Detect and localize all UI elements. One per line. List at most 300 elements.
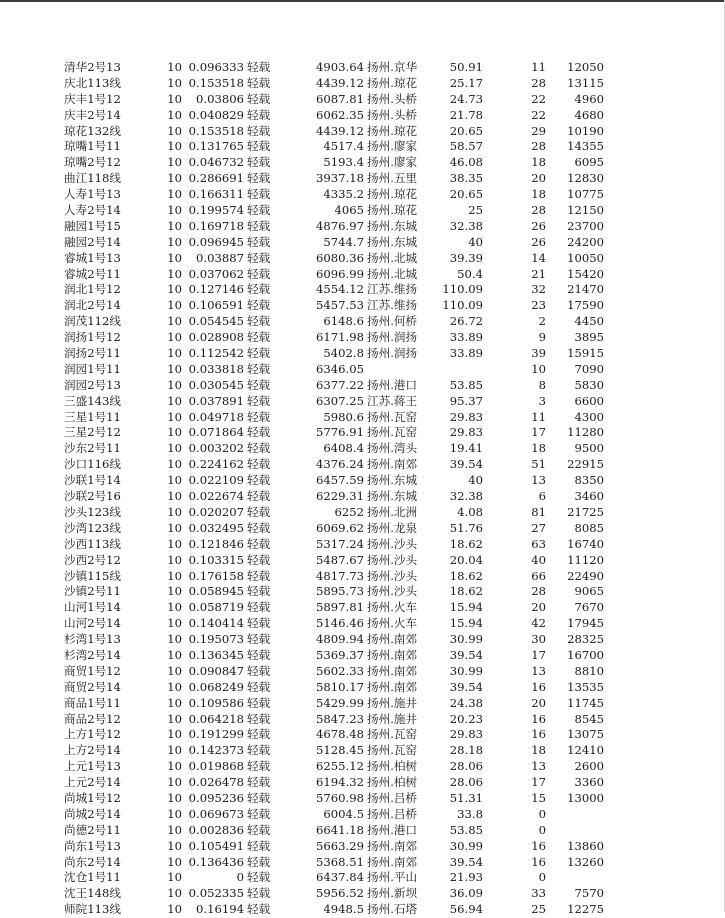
cell-count[interactable]: 13 xyxy=(531,759,546,774)
cell-value[interactable]: 6346.05 xyxy=(316,361,364,376)
cell-value[interactable]: 6641.18 xyxy=(316,822,364,837)
cell-count[interactable]: 32 xyxy=(531,282,546,297)
cell-count[interactable]: 16 xyxy=(531,711,546,726)
cell-value[interactable]: 6171.98 xyxy=(316,330,364,345)
cell-voltage[interactable]: 10 xyxy=(167,568,182,583)
cell-voltage[interactable]: 10 xyxy=(167,298,182,313)
cell-voltage[interactable]: 10 xyxy=(167,838,182,853)
cell-voltage[interactable]: 10 xyxy=(167,425,182,440)
cell-load-rate[interactable]: 0.049718 xyxy=(188,409,244,424)
cell-distance[interactable]: 28.06 xyxy=(449,775,483,790)
cell-voltage[interactable]: 10 xyxy=(167,441,182,456)
cell-distance[interactable]: 51.31 xyxy=(449,790,483,805)
cell-capacity[interactable]: 5830 xyxy=(574,377,604,392)
cell-load-status[interactable]: 轻载 xyxy=(247,457,271,472)
cell-load-rate[interactable]: 0.112542 xyxy=(188,346,244,361)
cell-count[interactable]: 8 xyxy=(538,377,546,392)
cell-value[interactable]: 6307.25 xyxy=(316,393,364,408)
cell-substation[interactable]: 扬州.南郊 xyxy=(367,679,418,694)
cell-count[interactable]: 20 xyxy=(531,695,546,710)
cell-substation[interactable]: 扬州.吕桥 xyxy=(367,806,418,821)
cell-capacity[interactable]: 15420 xyxy=(567,266,604,281)
cell-count[interactable]: 33 xyxy=(531,886,546,901)
cell-load-rate[interactable]: 0.153518 xyxy=(188,123,244,138)
cell-value[interactable]: 4439.12 xyxy=(316,75,364,90)
cell-count[interactable]: 9 xyxy=(538,330,546,345)
cell-load-status[interactable]: 轻载 xyxy=(247,60,271,74)
cell-voltage[interactable]: 10 xyxy=(167,171,182,186)
cell-distance[interactable]: 21.78 xyxy=(449,107,483,122)
cell-line-name[interactable]: 润茂112线 xyxy=(64,314,121,329)
cell-distance[interactable]: 110.09 xyxy=(442,282,483,297)
cell-load-status[interactable]: 轻载 xyxy=(247,711,271,726)
cell-line-name[interactable]: 琼嘴2号12 xyxy=(64,155,121,170)
cell-substation[interactable]: 扬州.北城 xyxy=(367,266,418,281)
cell-capacity[interactable]: 13075 xyxy=(567,727,604,742)
cell-load-status[interactable]: 轻载 xyxy=(247,473,271,488)
cell-substation[interactable]: 扬州.瓦窑 xyxy=(367,425,418,440)
cell-value[interactable]: 5317.24 xyxy=(316,536,364,551)
cell-capacity[interactable]: 13115 xyxy=(567,75,604,90)
cell-value[interactable]: 6096.99 xyxy=(316,266,364,281)
cell-substation[interactable]: 江苏.蒋王 xyxy=(367,393,418,408)
cell-count[interactable]: 22 xyxy=(531,91,546,106)
cell-capacity[interactable]: 8545 xyxy=(574,711,604,726)
cell-load-rate[interactable]: 0.166311 xyxy=(188,187,244,202)
cell-count[interactable]: 28 xyxy=(531,584,546,599)
cell-load-rate[interactable]: 0.033818 xyxy=(188,361,244,376)
cell-voltage[interactable]: 10 xyxy=(167,616,182,631)
cell-line-name[interactable]: 师院113线 xyxy=(64,902,121,917)
cell-voltage[interactable]: 10 xyxy=(167,377,182,392)
cell-substation[interactable]: 扬州.沙头 xyxy=(367,536,418,551)
cell-capacity[interactable]: 13535 xyxy=(567,679,604,694)
cell-line-name[interactable]: 润园2号13 xyxy=(64,377,121,392)
cell-line-name[interactable]: 清华2号13 xyxy=(64,60,121,74)
cell-capacity[interactable]: 3895 xyxy=(574,330,604,345)
cell-distance[interactable]: 46.08 xyxy=(449,155,483,170)
cell-substation[interactable]: 扬州.东城 xyxy=(367,473,418,488)
cell-line-name[interactable]: 上方1号12 xyxy=(64,727,121,742)
cell-value[interactable]: 5146.46 xyxy=(316,616,364,631)
cell-load-rate[interactable]: 0.020207 xyxy=(188,504,244,519)
cell-count[interactable]: 18 xyxy=(531,441,546,456)
cell-line-name[interactable]: 商品2号12 xyxy=(64,711,121,726)
cell-load-status[interactable]: 轻载 xyxy=(247,75,271,90)
cell-voltage[interactable]: 10 xyxy=(167,711,182,726)
cell-load-status[interactable]: 轻载 xyxy=(247,218,271,233)
cell-count[interactable]: 18 xyxy=(531,155,546,170)
cell-voltage[interactable]: 10 xyxy=(167,250,182,265)
cell-value[interactable]: 5776.91 xyxy=(316,425,364,440)
cell-distance[interactable]: 33.8 xyxy=(457,806,483,821)
cell-distance[interactable]: 50.91 xyxy=(449,60,483,74)
cell-load-status[interactable]: 轻载 xyxy=(247,346,271,361)
cell-substation[interactable]: 扬州.东城 xyxy=(367,489,418,504)
cell-line-name[interactable]: 沈仓1号11 xyxy=(64,870,121,885)
cell-line-name[interactable]: 山河2号14 xyxy=(64,616,121,631)
cell-load-rate[interactable]: 0.096333 xyxy=(188,60,244,74)
cell-line-name[interactable]: 上方2号14 xyxy=(64,743,121,758)
cell-count[interactable]: 22 xyxy=(531,107,546,122)
cell-count[interactable]: 16 xyxy=(531,727,546,742)
cell-load-rate[interactable]: 0.052335 xyxy=(188,886,244,901)
cell-distance[interactable]: 38.35 xyxy=(449,171,483,186)
cell-distance[interactable]: 4.08 xyxy=(457,504,483,519)
cell-capacity[interactable]: 24200 xyxy=(567,234,604,249)
cell-capacity[interactable]: 21470 xyxy=(567,282,604,297)
cell-load-rate[interactable]: 0.176158 xyxy=(188,568,244,583)
cell-distance[interactable]: 18.62 xyxy=(449,584,483,599)
cell-voltage[interactable]: 10 xyxy=(167,775,182,790)
cell-value[interactable]: 6377.22 xyxy=(316,377,364,392)
cell-substation[interactable]: 扬州.港口 xyxy=(367,822,418,837)
cell-substation[interactable]: 扬州.琼花 xyxy=(367,75,418,90)
cell-load-status[interactable]: 轻载 xyxy=(247,409,271,424)
cell-count[interactable]: 17 xyxy=(531,647,546,662)
cell-load-status[interactable]: 轻载 xyxy=(247,743,271,758)
cell-voltage[interactable]: 10 xyxy=(167,203,182,218)
cell-line-name[interactable]: 沙头123线 xyxy=(64,504,121,519)
cell-distance[interactable]: 29.83 xyxy=(449,409,483,424)
cell-count[interactable]: 63 xyxy=(531,536,546,551)
cell-capacity[interactable]: 11745 xyxy=(567,695,604,710)
cell-load-rate[interactable]: 0.153518 xyxy=(188,75,244,90)
cell-load-status[interactable]: 轻载 xyxy=(247,298,271,313)
cell-load-rate[interactable]: 0.224162 xyxy=(188,457,244,472)
cell-capacity[interactable]: 2600 xyxy=(574,759,604,774)
cell-count[interactable]: 25 xyxy=(531,902,546,917)
cell-value[interactable]: 6069.62 xyxy=(316,520,364,535)
cell-voltage[interactable]: 10 xyxy=(167,870,182,885)
cell-load-status[interactable]: 轻载 xyxy=(247,552,271,567)
cell-voltage[interactable]: 10 xyxy=(167,902,182,917)
cell-voltage[interactable]: 10 xyxy=(167,886,182,901)
cell-distance[interactable]: 32.38 xyxy=(449,218,483,233)
cell-line-name[interactable]: 睿城2号11 xyxy=(64,266,121,281)
cell-voltage[interactable]: 10 xyxy=(167,107,182,122)
cell-voltage[interactable]: 10 xyxy=(167,187,182,202)
cell-capacity[interactable]: 13260 xyxy=(567,854,604,869)
cell-count[interactable]: 15 xyxy=(531,790,546,805)
cell-distance[interactable]: 58.57 xyxy=(449,139,483,154)
cell-voltage[interactable]: 10 xyxy=(167,584,182,599)
cell-distance[interactable]: 26.72 xyxy=(449,314,483,329)
cell-distance[interactable]: 15.94 xyxy=(449,600,483,615)
cell-count[interactable]: 17 xyxy=(531,775,546,790)
cell-line-name[interactable]: 融园1号15 xyxy=(64,218,121,233)
cell-line-name[interactable]: 曲江118线 xyxy=(64,171,121,186)
cell-line-name[interactable]: 尚德2号11 xyxy=(64,822,121,837)
cell-load-status[interactable]: 轻载 xyxy=(247,886,271,901)
cell-substation[interactable]: 扬州.京华 xyxy=(367,60,418,74)
cell-value[interactable]: 5429.99 xyxy=(316,695,364,710)
cell-line-name[interactable]: 杉湾2号14 xyxy=(64,647,121,662)
cell-count[interactable]: 14 xyxy=(531,250,546,265)
cell-load-rate[interactable]: 0.032495 xyxy=(188,520,244,535)
cell-substation[interactable]: 扬州.北洲 xyxy=(367,504,418,519)
cell-count[interactable]: 18 xyxy=(531,187,546,202)
cell-voltage[interactable]: 10 xyxy=(167,155,182,170)
cell-count[interactable]: 16 xyxy=(531,854,546,869)
cell-value[interactable]: 4678.48 xyxy=(316,727,364,742)
cell-capacity[interactable]: 17590 xyxy=(567,298,604,313)
cell-line-name[interactable]: 沙西2号12 xyxy=(64,552,121,567)
cell-value[interactable]: 4809.94 xyxy=(316,632,364,647)
cell-load-rate[interactable]: 0.037891 xyxy=(188,393,244,408)
cell-value[interactable]: 5457.53 xyxy=(316,298,364,313)
cell-load-rate[interactable]: 0.069673 xyxy=(188,806,244,821)
cell-load-rate[interactable]: 0.03887 xyxy=(196,250,244,265)
cell-load-status[interactable]: 轻载 xyxy=(247,361,271,376)
cell-value[interactable]: 6408.4 xyxy=(323,441,364,456)
cell-distance[interactable]: 19.41 xyxy=(449,441,483,456)
cell-capacity[interactable]: 4960 xyxy=(574,91,604,106)
cell-capacity[interactable]: 7670 xyxy=(574,600,604,615)
cell-load-status[interactable]: 轻载 xyxy=(247,330,271,345)
cell-value[interactable]: 5895.73 xyxy=(316,584,364,599)
cell-voltage[interactable]: 10 xyxy=(167,91,182,106)
cell-distance[interactable]: 15.94 xyxy=(449,616,483,631)
cell-distance[interactable]: 40 xyxy=(468,473,483,488)
cell-capacity[interactable]: 11120 xyxy=(567,552,604,567)
cell-voltage[interactable]: 10 xyxy=(167,759,182,774)
cell-distance[interactable]: 24.73 xyxy=(449,91,483,106)
cell-value[interactable]: 4517.4 xyxy=(323,139,364,154)
cell-substation[interactable]: 扬州.五里 xyxy=(367,171,418,186)
cell-distance[interactable]: 50.4 xyxy=(457,266,483,281)
cell-substation[interactable]: 扬州.石塔 xyxy=(367,902,418,917)
cell-capacity[interactable]: 7090 xyxy=(574,361,604,376)
cell-count[interactable]: 20 xyxy=(531,171,546,186)
cell-substation[interactable]: 扬州.火车 xyxy=(367,616,418,631)
cell-line-name[interactable]: 润园1号11 xyxy=(64,361,121,376)
cell-voltage[interactable]: 10 xyxy=(167,854,182,869)
cell-load-status[interactable]: 轻载 xyxy=(247,171,271,186)
cell-voltage[interactable]: 10 xyxy=(167,282,182,297)
cell-value[interactable]: 3937.18 xyxy=(316,171,364,186)
cell-distance[interactable]: 53.85 xyxy=(449,377,483,392)
cell-line-name[interactable]: 润北1号12 xyxy=(64,282,121,297)
cell-value[interactable]: 5810.17 xyxy=(316,679,364,694)
cell-load-status[interactable]: 轻载 xyxy=(247,250,271,265)
cell-value[interactable]: 6252 xyxy=(334,504,364,519)
cell-capacity[interactable]: 12410 xyxy=(567,743,604,758)
cell-distance[interactable]: 36.09 xyxy=(449,886,483,901)
cell-load-rate[interactable]: 0.058719 xyxy=(188,600,244,615)
cell-value[interactable]: 6004.5 xyxy=(323,806,364,821)
cell-line-name[interactable]: 沙口116线 xyxy=(64,457,121,472)
cell-line-name[interactable]: 三盛143线 xyxy=(64,393,121,408)
cell-load-rate[interactable]: 0.191299 xyxy=(188,727,244,742)
cell-load-rate[interactable]: 0.103315 xyxy=(188,552,244,567)
cell-count[interactable]: 6 xyxy=(538,489,546,504)
cell-load-rate[interactable]: 0.131765 xyxy=(188,139,244,154)
cell-capacity[interactable]: 4450 xyxy=(574,314,604,329)
cell-substation[interactable]: 扬州.沙头 xyxy=(367,568,418,583)
cell-value[interactable]: 5760.98 xyxy=(316,790,364,805)
cell-voltage[interactable]: 10 xyxy=(167,600,182,615)
cell-distance[interactable]: 30.99 xyxy=(449,632,483,647)
cell-load-rate[interactable]: 0.028908 xyxy=(188,330,244,345)
cell-substation[interactable]: 扬州.南郊 xyxy=(367,838,418,853)
cell-voltage[interactable]: 10 xyxy=(167,743,182,758)
cell-capacity[interactable]: 12830 xyxy=(567,171,604,186)
cell-line-name[interactable]: 润扬1号12 xyxy=(64,330,121,345)
cell-distance[interactable]: 24.38 xyxy=(449,695,483,710)
cell-value[interactable]: 4376.24 xyxy=(316,457,364,472)
cell-substation[interactable]: 扬州.北城 xyxy=(367,250,418,265)
cell-load-rate[interactable]: 0.136345 xyxy=(188,647,244,662)
cell-load-status[interactable]: 轻载 xyxy=(247,187,271,202)
cell-voltage[interactable]: 10 xyxy=(167,790,182,805)
cell-value[interactable]: 4065 xyxy=(334,203,364,218)
cell-count[interactable]: 81 xyxy=(531,504,546,519)
cell-capacity[interactable]: 22490 xyxy=(567,568,604,583)
cell-distance[interactable]: 29.83 xyxy=(449,425,483,440)
cell-line-name[interactable]: 沙联2号16 xyxy=(64,489,121,504)
cell-substation[interactable]: 扬州.瓦窑 xyxy=(367,743,418,758)
cell-line-name[interactable]: 沙湾123线 xyxy=(64,520,121,535)
cell-value[interactable]: 5847.23 xyxy=(316,711,364,726)
cell-count[interactable]: 66 xyxy=(531,568,546,583)
cell-line-name[interactable]: 沙西113线 xyxy=(64,536,121,551)
cell-voltage[interactable]: 10 xyxy=(167,266,182,281)
cell-value[interactable]: 4876.97 xyxy=(316,218,364,233)
cell-value[interactable]: 5956.52 xyxy=(316,886,364,901)
cell-line-name[interactable]: 人寿2号14 xyxy=(64,203,121,218)
cell-distance[interactable]: 39.39 xyxy=(449,250,483,265)
cell-capacity[interactable]: 16700 xyxy=(567,647,604,662)
cell-value[interactable]: 5368.51 xyxy=(316,854,364,869)
cell-load-status[interactable]: 轻载 xyxy=(247,203,271,218)
cell-line-name[interactable]: 润扬2号11 xyxy=(64,346,121,361)
cell-value[interactable]: 5897.81 xyxy=(316,600,364,615)
cell-substation[interactable]: 扬州.廖家 xyxy=(367,155,418,170)
cell-distance[interactable]: 56.94 xyxy=(449,902,483,917)
cell-substation[interactable]: 扬州.何桥 xyxy=(367,314,418,329)
cell-line-name[interactable]: 商贸1号12 xyxy=(64,663,121,678)
cell-capacity[interactable]: 7570 xyxy=(574,886,604,901)
cell-capacity[interactable]: 3460 xyxy=(574,489,604,504)
cell-count[interactable]: 3 xyxy=(538,393,546,408)
cell-voltage[interactable]: 10 xyxy=(167,330,182,345)
cell-substation[interactable]: 扬州.东城 xyxy=(367,218,418,233)
cell-load-status[interactable]: 轻载 xyxy=(247,616,271,631)
cell-count[interactable]: 13 xyxy=(531,473,546,488)
cell-capacity[interactable]: 14355 xyxy=(567,139,604,154)
cell-voltage[interactable]: 10 xyxy=(167,632,182,647)
cell-capacity[interactable]: 10190 xyxy=(567,123,604,138)
cell-line-name[interactable]: 上元1号13 xyxy=(64,759,121,774)
cell-count[interactable]: 20 xyxy=(531,600,546,615)
cell-distance[interactable]: 33.89 xyxy=(449,346,483,361)
cell-count[interactable]: 17 xyxy=(531,425,546,440)
cell-load-status[interactable]: 轻载 xyxy=(247,775,271,790)
cell-line-name[interactable]: 庆丰1号12 xyxy=(64,91,121,106)
cell-load-status[interactable]: 轻载 xyxy=(247,377,271,392)
cell-load-status[interactable]: 轻载 xyxy=(247,679,271,694)
cell-value[interactable]: 6229.31 xyxy=(316,489,364,504)
cell-count[interactable]: 2 xyxy=(538,314,546,329)
cell-capacity[interactable]: 10775 xyxy=(567,187,604,202)
cell-capacity[interactable]: 16740 xyxy=(567,536,604,551)
cell-load-rate[interactable]: 0.127146 xyxy=(188,282,244,297)
cell-load-rate[interactable]: 0.037062 xyxy=(188,266,244,281)
cell-value[interactable]: 5487.67 xyxy=(316,552,364,567)
cell-line-name[interactable]: 融园2号14 xyxy=(64,234,121,249)
cell-voltage[interactable]: 10 xyxy=(167,520,182,535)
cell-voltage[interactable]: 10 xyxy=(167,489,182,504)
cell-substation[interactable]: 扬州.施井 xyxy=(367,711,418,726)
cell-capacity[interactable]: 9500 xyxy=(574,441,604,456)
cell-load-status[interactable]: 轻载 xyxy=(247,266,271,281)
cell-line-name[interactable]: 沙镇2号11 xyxy=(64,584,121,599)
cell-load-rate[interactable]: 0.068249 xyxy=(188,679,244,694)
cell-value[interactable]: 6437.84 xyxy=(316,870,364,885)
cell-load-status[interactable]: 轻载 xyxy=(247,123,271,138)
cell-load-status[interactable]: 轻载 xyxy=(247,647,271,662)
cell-capacity[interactable]: 6095 xyxy=(574,155,604,170)
cell-load-status[interactable]: 轻载 xyxy=(247,870,271,885)
cell-distance[interactable]: 25.17 xyxy=(449,75,483,90)
cell-load-status[interactable]: 轻载 xyxy=(247,425,271,440)
cell-distance[interactable]: 32.38 xyxy=(449,489,483,504)
cell-substation[interactable]: 扬州.润扬 xyxy=(367,346,418,361)
cell-distance[interactable]: 39.54 xyxy=(449,854,483,869)
cell-value[interactable]: 5402.8 xyxy=(323,346,364,361)
cell-count[interactable]: 28 xyxy=(531,203,546,218)
cell-substation[interactable]: 扬州.沙头 xyxy=(367,552,418,567)
cell-value[interactable]: 4817.73 xyxy=(316,568,364,583)
cell-load-status[interactable]: 轻载 xyxy=(247,520,271,535)
cell-load-rate[interactable]: 0.030545 xyxy=(188,377,244,392)
cell-load-rate[interactable]: 0.169718 xyxy=(188,218,244,233)
cell-distance[interactable]: 51.76 xyxy=(449,520,483,535)
cell-capacity[interactable]: 8085 xyxy=(574,520,604,535)
cell-load-status[interactable]: 轻载 xyxy=(247,600,271,615)
cell-line-name[interactable]: 睿城1号13 xyxy=(64,250,121,265)
cell-count[interactable]: 13 xyxy=(531,663,546,678)
cell-substation[interactable]: 扬州.港口 xyxy=(367,377,418,392)
cell-distance[interactable]: 25 xyxy=(468,203,483,218)
cell-count[interactable]: 0 xyxy=(538,822,546,837)
cell-substation[interactable]: 扬州.润扬 xyxy=(367,330,418,345)
cell-count[interactable]: 26 xyxy=(531,218,546,233)
cell-count[interactable]: 28 xyxy=(531,139,546,154)
cell-substation[interactable]: 扬州.琼花 xyxy=(367,123,418,138)
cell-count[interactable]: 42 xyxy=(531,616,546,631)
cell-line-name[interactable]: 尚东2号14 xyxy=(64,854,121,869)
cell-capacity[interactable]: 8810 xyxy=(574,663,604,678)
cell-line-name[interactable]: 沙联1号14 xyxy=(64,473,121,488)
cell-count[interactable]: 18 xyxy=(531,743,546,758)
cell-voltage[interactable]: 10 xyxy=(167,75,182,90)
cell-load-rate[interactable]: 0.195073 xyxy=(188,632,244,647)
cell-line-name[interactable]: 杉湾1号13 xyxy=(64,632,121,647)
cell-load-status[interactable]: 轻载 xyxy=(247,489,271,504)
cell-voltage[interactable]: 10 xyxy=(167,727,182,742)
cell-substation[interactable]: 扬州.沙头 xyxy=(367,584,418,599)
cell-load-rate[interactable]: 0.109586 xyxy=(188,695,244,710)
cell-load-rate[interactable]: 0 xyxy=(236,870,244,885)
cell-load-status[interactable]: 轻载 xyxy=(247,282,271,297)
cell-line-name[interactable]: 商贸2号14 xyxy=(64,679,121,694)
cell-substation[interactable]: 扬州.琼花 xyxy=(367,187,418,202)
cell-capacity[interactable]: 11280 xyxy=(567,425,604,440)
cell-voltage[interactable]: 10 xyxy=(167,647,182,662)
cell-count[interactable]: 39 xyxy=(531,346,546,361)
